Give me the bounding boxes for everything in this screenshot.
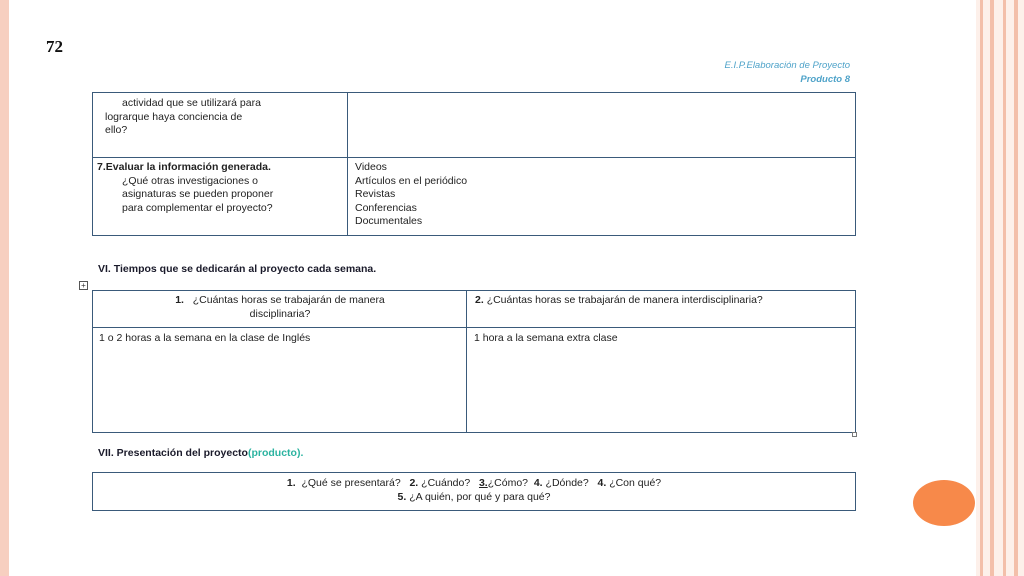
document-header-product: Producto 8 <box>800 74 850 85</box>
list-item: Conferencias <box>355 201 417 214</box>
list-item: Documentales <box>355 215 423 227</box>
activity-question-cell: actividad que se utilizará para lograrque haya conciencia de ello? <box>105 97 261 136</box>
evaluate-info-title: 7.Evaluar la información generada. <box>97 161 271 173</box>
section-6-heading: VI. Tiempos que se dedicarán al proyecto cada semana. <box>98 263 377 275</box>
list-item: Videos <box>355 161 387 173</box>
time-table <box>92 290 856 433</box>
disciplinary-hours-question: 1. ¿Cuántas horas se trabajarán de manera disciplinaria? <box>175 294 385 320</box>
list-item: Revistas <box>355 188 396 200</box>
table-move-handle-icon[interactable]: + <box>79 281 88 290</box>
right-frame-border <box>976 0 1024 576</box>
list-item: Artículos en el periódico <box>355 174 468 187</box>
page-number: 72 <box>46 37 63 56</box>
document-header-title: E.I.P.Elaboración de Proyecto <box>724 60 850 71</box>
interdisciplinary-hours-answer: 1 hora a la semana extra clase <box>474 332 618 344</box>
section-7-heading: VII. Presentación del proyecto(producto). <box>98 447 304 459</box>
evaluate-info-cell: 7.Evaluar la información generada. ¿Qué otras investigaciones o asignaturas se pueden proponer para complementar el proyecto? <box>97 161 343 215</box>
disciplinary-hours-answer: 1 o 2 horas a la semana en la clase de Inglés <box>99 332 311 344</box>
section-7-accent: (producto). <box>247 447 304 459</box>
table-resize-handle[interactable] <box>852 432 857 437</box>
left-frame-border <box>0 0 9 576</box>
evaluation-table <box>92 92 856 236</box>
presentation-table <box>92 472 856 511</box>
interdisciplinary-hours-question: 2. ¿Cuántas horas se trabajarán de manera interdisciplinaria? <box>475 294 763 306</box>
orange-circle-decoration <box>913 480 975 526</box>
presentation-questions: 1. ¿Qué se presentará? 2. ¿Cuándo? 3.¿Cómo? 4. ¿Dónde? 4. ¿Con qué? 5. ¿A quién, por qué y para qué? <box>286 477 662 503</box>
media-list-cell <box>355 161 845 229</box>
